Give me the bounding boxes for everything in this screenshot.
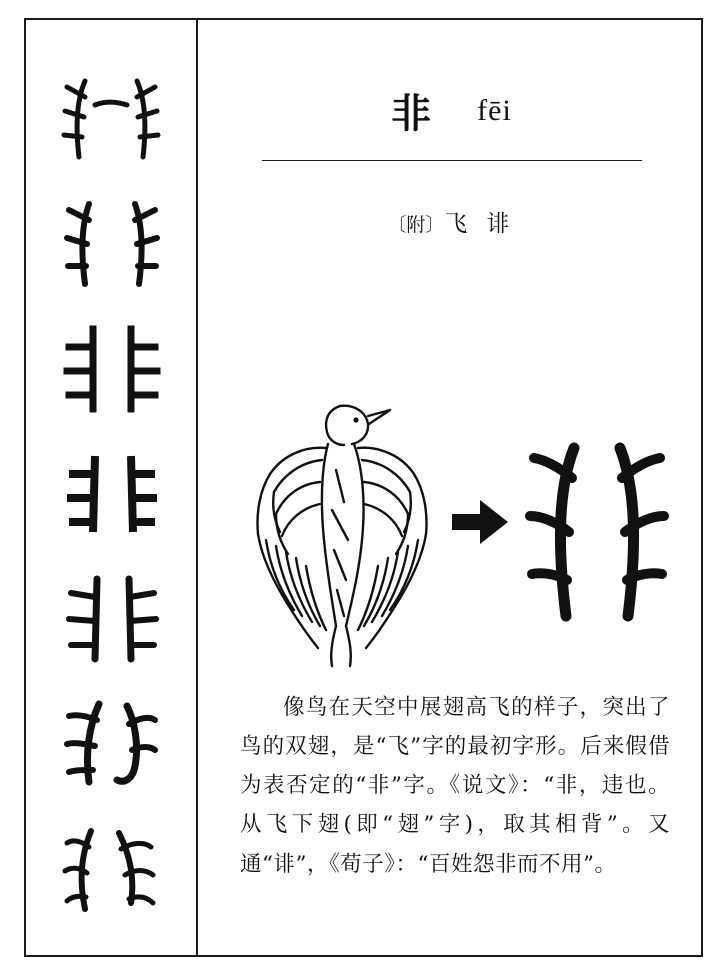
variant-prefix-label: 〔附〕 [387,214,445,236]
bird-pictograph-image [232,390,442,670]
entry-body [200,20,703,955]
glyph-clerical-script-fei [51,442,171,546]
headword: 非 [391,90,434,137]
glyph-cursive-script-fei [51,692,171,796]
etymology-illustration [222,380,692,680]
glyph-regular-script-fei [51,567,171,671]
script-evolution-column [26,20,198,955]
pinyin: fēi [477,93,512,127]
headword-row [200,82,703,139]
glyph-oracle-bone-script-fei [51,67,171,171]
glyph-seal-script-fei [51,317,171,421]
header-divider [262,160,642,161]
variant-characters: 飞 诽 [444,211,516,237]
etymology-explanation: 像鸟在天空中展翅高飞的样子，突出了鸟的双翅，是“飞”字的最初字形。后来假借为表否定的“非”字。《说文》：“非，违也。从飞下翅(即“翅”字)，取其相背”。又通“诽”，《荀子》：“百姓怨非而不用”。 [240,695,670,877]
glyph-bronze-script-fei [51,192,171,296]
variant-characters-row [200,205,703,238]
seal-script-result-glyph [522,440,672,630]
glyph-running-script-fei [51,817,171,921]
evolves-to-arrow-icon [450,498,510,546]
